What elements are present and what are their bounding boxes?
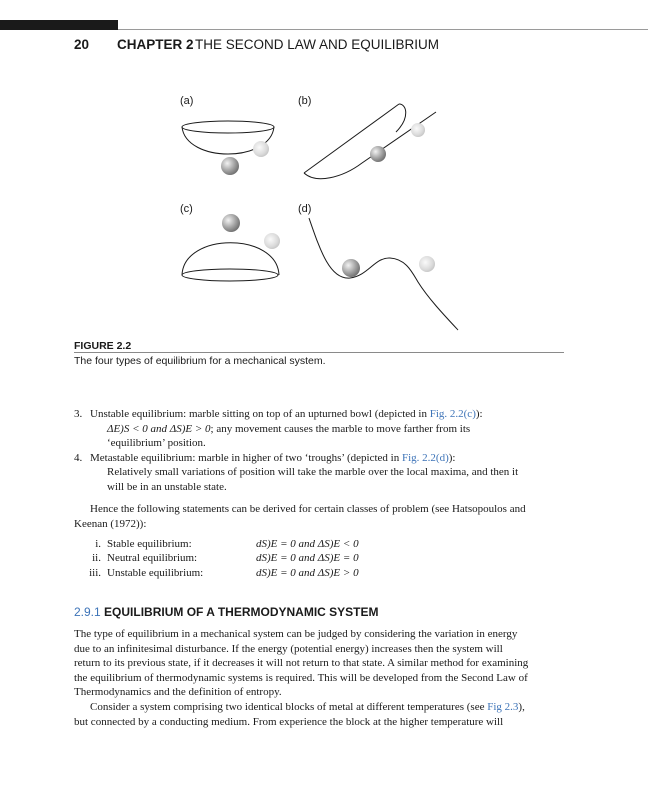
page-number: 20 (74, 37, 90, 52)
section-title: EQUILIBRIUM OF A THERMODYNAMIC SYSTEM (104, 605, 379, 619)
section-number: 2.9.1 (74, 605, 101, 619)
marble-stable (221, 157, 239, 175)
paragraph-1-line-2: due to an infinitesimal disturbance. If the energy (potential energy) increases then the system will (74, 643, 503, 655)
list-item-3-title-text: Unstable equilibrium: marble sitting on top of an upturned bowl (depicted in (90, 408, 430, 420)
paragraph-2-line-2: but connected by a conducting medium. From experience the block at the higher temperature will (74, 716, 504, 728)
condition-label: Stable equilibrium: (107, 538, 192, 550)
condition-number: ii. (92, 552, 101, 564)
fig-2-3-link[interactable]: Fig 2.3 (487, 701, 519, 713)
intro-line-2: Keenan (1972)): (74, 518, 147, 530)
condition-number: iii. (89, 567, 101, 579)
paragraph-1-line-3: return to its previous state, if it decreases it will not return to that state. A similar method for examining (74, 657, 529, 669)
figure-caption-text: The four types of equilibrium for a mechanical system. (74, 355, 326, 367)
list-item-3-detail-1 (107, 422, 565, 437)
list-item-3-title (90, 407, 483, 422)
condition-row-stable (0, 538, 648, 553)
marble-metastable (342, 259, 360, 277)
list-item-4-title (90, 451, 455, 466)
fig-2-2d-link[interactable]: Fig. 2.2(d) (402, 452, 449, 464)
paragraph-1-line-4: the equilibrium of thermodynamic systems is required. This will be developed from the Second Law of (74, 672, 528, 684)
list-item-4-detail-1: Relatively small variations of position will take the marble over the local maxima, and then it (107, 466, 519, 478)
list-item-3-detail-text: ; any movement causes the marble to move farther from its (210, 423, 471, 435)
condition-number: i. (95, 538, 101, 550)
paragraph-2-text: Consider a system comprising two identical blocks of metal at different temperatures (see (90, 701, 488, 713)
condition-equation: dS)E = 0 and ΔS)E > 0 (256, 567, 359, 579)
marble-unstable (222, 214, 240, 232)
panel-label-d: (d) (298, 203, 312, 215)
marble-falling (264, 233, 280, 249)
panel-label-a: (a) (180, 95, 194, 107)
condition-equation: dS)E = 0 and ΔS)E = 0 (256, 552, 359, 564)
paragraph-1-line-5: Thermodynamics and the definition of entropy. (74, 686, 282, 698)
list-item-4-number: 4. (74, 452, 83, 464)
condition-label: Unstable equilibrium: (107, 567, 204, 579)
figure-caption-rule (74, 352, 564, 353)
list-item-3-number: 3. (74, 408, 83, 420)
list-item-3-title-suffix: ): (475, 408, 483, 420)
panel-d-troughs (309, 218, 458, 330)
condition-equation: dS)E = 0 and ΔS)E < 0 (256, 538, 359, 550)
chapter-title: THE SECOND LAW AND EQUILIBRIUM (195, 37, 440, 52)
condition-label: Neutral equilibrium: (107, 552, 198, 564)
panel-label-c: (c) (180, 203, 193, 215)
condition-row-neutral (0, 552, 648, 567)
panel-label-b: (b) (298, 95, 312, 107)
paragraph-1-line-1: The type of equilibrium in a mechanical system can be judged by considering the variation in energy (74, 628, 518, 640)
paragraph-2-suffix: ), (518, 701, 525, 713)
figure-2-2 (0, 0, 648, 340)
list-item-4-title-suffix: ): (448, 452, 456, 464)
section-heading (74, 605, 379, 619)
panel-a-bowl (182, 121, 274, 175)
panel-c-dome (182, 214, 280, 281)
chapter-label: CHAPTER 2 (117, 37, 194, 52)
condition-row-unstable (0, 567, 648, 582)
marble-neutral (370, 146, 386, 162)
figure-caption-title: FIGURE 2.2 (74, 340, 132, 352)
unstable-condition-math: ΔE)S < 0 and ΔS)E > 0 (107, 423, 211, 435)
marble-displaced (253, 141, 269, 157)
list-item-3-detail-2: ‘equilibrium’ position. (107, 437, 206, 449)
marble-metastable-displaced (419, 256, 435, 272)
paragraph-2-line-1 (90, 700, 564, 715)
list-item-4-title-text: Metastable equilibrium: marble in higher of two ‘troughs’ (depicted in (90, 452, 402, 464)
marble-neutral-displaced (411, 123, 425, 137)
fig-2-2c-link[interactable]: Fig. 2.2(c) (429, 408, 476, 420)
panel-b-trough (304, 104, 436, 179)
intro-line-1: Hence the following statements can be derived for certain classes of problem (see Hatsopoulos and (90, 503, 526, 515)
list-item-4-detail-2: will be in an unstable state. (107, 481, 227, 493)
